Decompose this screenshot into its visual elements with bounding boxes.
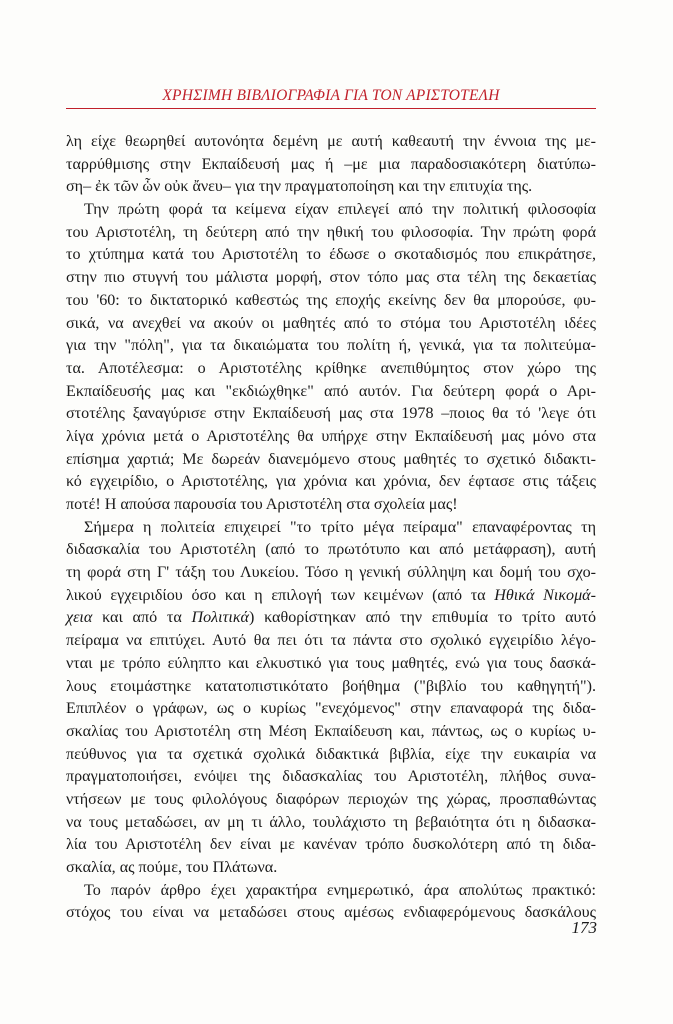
text-line: τη φορά στη Γ' τάξη του Λυκείου. Τόσο η γενική σύλληψη και δομή του σχο- (66, 564, 596, 582)
text-line: ση– ἐκ τῶν ὧν οὐκ ἄνευ– για την πραγματοποίηση και την επιτυχία της. (66, 178, 533, 196)
text-line: του '60: το δικτατορικό καθεστώς της εποχής εκείνης δεν θα μπορούσε, φυ- (66, 291, 596, 309)
text-line-with-italics (66, 607, 596, 630)
text-line: νται με τρόπο εύληπτο και ελκυστικό για τους μαθητές, ενώ για τους δασκά- (66, 654, 596, 672)
text-line: Σήμερα η πολιτεία επιχειρεί "το τρίτο μέγα πείραμα" επαναφέροντας τη (84, 518, 596, 536)
paragraph (66, 131, 596, 199)
text-line: ντήσεων με τους φιλολόγους διαφόρων περιοχών της χώρας, προσπαθώντας (66, 790, 596, 808)
work-title-italic: Ηθικά Νικομά- (494, 586, 596, 604)
text-line: για την "πόλη", για τα δικαιώματα του πολίτη ή, γενικά, για τα πολιτεύμα- (66, 337, 596, 355)
text-line: σκαλίας του Αριστοτέλη στη Μέση Εκπαίδευση και, πάντως, ως ο κυρίως υ- (66, 722, 596, 740)
text-line-with-italics (66, 585, 596, 608)
text-line: σκαλία, ας πούμε, του Πλάτωνα. (66, 859, 278, 876)
text-line: στόχος του είναι να μεταδώσει στους αμέσως ενδιαφερόμενους δασκάλους (66, 904, 596, 922)
text-segment: και από τα (92, 609, 192, 627)
text-line: πραγματοποιήσει, ενόψει της διδασκαλίας του Αριστοτέλη, πλήθος συνα- (66, 768, 596, 786)
paragraph (66, 517, 596, 880)
text-line: σικά, να ανεχθεί να ακούν οι μαθητές από το στόμα του Αριστοτέλη ιδέες (66, 314, 596, 332)
text-line: στοτέλης ξαναγύρισε στην Εκπαίδευσή μας στα 1978 –ποιος θα τό 'λεγε ότι (66, 405, 596, 423)
text-segment: λικού εγχειριδίου όσο και η επιλογή των κειμένων (από τα (66, 586, 495, 604)
text-line: Επιπλέον ο γράφων, ως ο κυρίως "ενεχόμενος" στην επαναφορά της διδα- (66, 700, 596, 718)
text-line: πείραμα να επιτύχει. Αυτό θα πει ότι τα πάντα στο σχολικό εγχειρίδιο λέγο- (66, 632, 596, 650)
text-line: πεύθυνος για τα σχετικά σχολικά διδακτικά βιβλία, είχε την ευκαιρία να (66, 745, 596, 763)
body-text (66, 131, 596, 925)
text-line: ποτέ! Η απούσα παρουσία του Αριστοτέλη στα σχολεία μας! (66, 496, 458, 513)
text-line: του Αριστοτέλη, τη δεύτερη από την ηθική του φιλοσοφία. Την πρώτη φορά (66, 223, 596, 241)
running-header: ΧΡΗΣΙΜΗ ΒΙΒΛΙΟΓΡΑΦΙΑ ΓΙΑ ΤΟΝ ΑΡΙΣΤΟΤΕΛΗ (162, 87, 500, 104)
text-line: λους ετοιμάστηκε κατατοπιστικότατο βοήθημα ("βιβλίο του καθηγητή"). (66, 677, 596, 695)
work-title-italic: χεια (66, 609, 93, 627)
text-line: κό εγχειρίδιο, ο Αριστοτέλης, για χρόνια και χρόνια, δεν έφτασε στις τάξεις (66, 473, 596, 491)
text-line: διδασκαλία του Αριστοτέλη (από το πρωτότυπο και από μετάφραση), αυτή (66, 541, 596, 559)
text-line: να τους μεταδώσει, αν μη τι άλλο, τουλάχιστο τη βεβαιότητα ότι η διδασκα- (66, 813, 596, 831)
paragraph (66, 880, 596, 925)
text-line: Την πρώτη φορά τα κείμενα είχαν επιλεγεί από την πολιτική φιλοσοφία (84, 201, 596, 219)
page-number: 173 (571, 918, 597, 937)
paragraph (66, 199, 596, 517)
text-line: το χτύπημα κατά του Αριστοτέλη το έδωσε ο σκοταδισμός που επικράτησε, (66, 246, 596, 264)
text-line: επίσημα χαρτιά; Με δωρεάν διανεμόμενο στους μαθητές το σχετικό διδακτι- (66, 450, 596, 468)
text-line: Εκπαίδευσής μας και "εκδιώχθηκε" από αυτόν. Για δεύτερη φορά ο Αρι- (66, 382, 596, 400)
header-rule (66, 108, 596, 109)
text-line: λίγα χρόνια μετά ο Αριστοτέλης θα υπήρχε στην Εκπαίδευσή μας μόνο στα (66, 427, 596, 445)
work-title-italic: Πολιτικά (191, 609, 249, 627)
text-segment: ) καθορίστηκαν από την επιθυμία το τρίτο αυτό (249, 609, 597, 627)
text-line: τα. Αποτέλεσμα: ο Αριστοτέλης κρίθηκε ανεπιθύμητος στον χώρο της (66, 359, 596, 377)
text-line: ταρρύθμισης στην Εκπαίδευσή μας ή –με μια παραδοσιακότερη διατύπω- (66, 155, 596, 173)
text-line: λία του Αριστοτέλη δεν είναι με κανέναν τρόπο δυσκολότερη από τη διδα- (66, 836, 596, 854)
text-line: Το παρόν άρθρο έχει χαρακτήρα ενημερωτικό, άρα απολύτως πρακτικό: (84, 881, 596, 899)
text-line: λη είχε θεωρηθεί αυτονόητα δεμένη με αυτή καθεαυτή την έννοια της με- (66, 133, 596, 150)
text-line: στην πιο στυγνή του μάλιστα μορφή, στον τόπο μας στα τέλη της δεκαετίας (66, 269, 596, 287)
